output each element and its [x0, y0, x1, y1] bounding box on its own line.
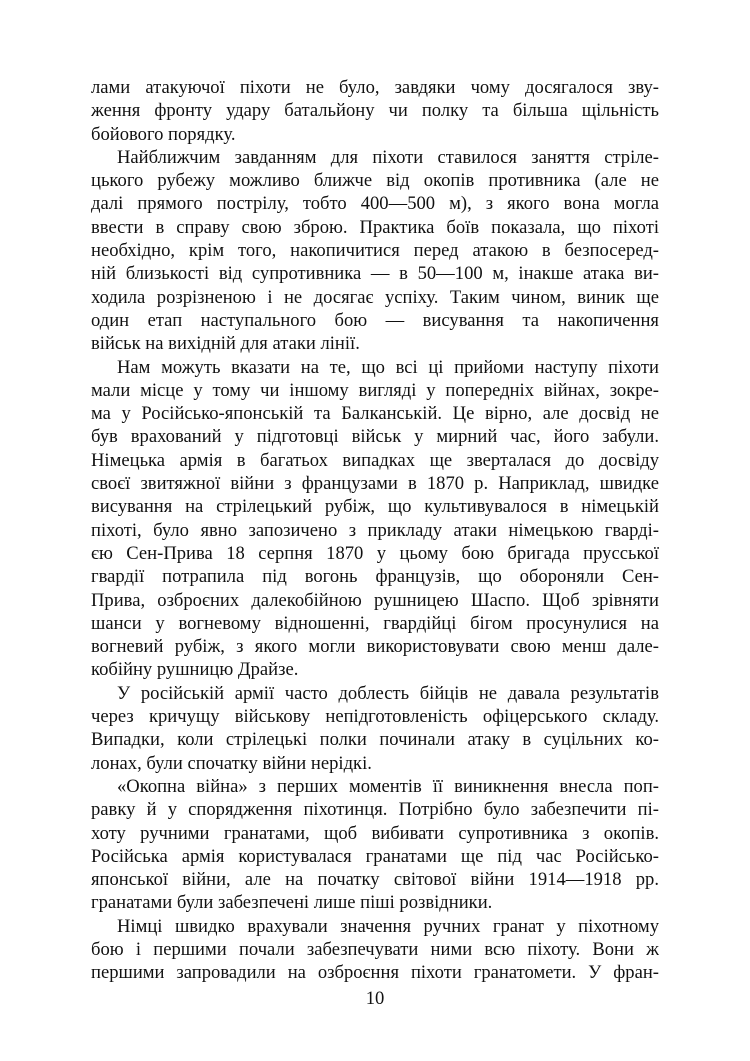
paragraph [91, 146, 659, 356]
text-line: бойового порядку. [91, 123, 236, 145]
text-line: цького рубежу можливо ближче від окопів противника (але не [91, 170, 659, 192]
text-line: Найближчим завданням для піхоти ставилося заняття стріле- [117, 146, 659, 168]
text-line: шанси у вогневому відношенні, гвардійці бігом просунулися на [91, 612, 659, 634]
text-line: через кричущу військову непідготовленість офіцерського складу. [91, 706, 659, 728]
text-line: ма у Російсько-японській та Балканській. Це вірно, але досвід не [91, 403, 659, 425]
text-line: Російська армія користувалася гранатами ще під час Російсько- [91, 845, 659, 867]
text-line: равку й у спорядження піхотинця. Потрібно було забезпечити пі- [91, 799, 659, 821]
text-line: мали місце у тому чи іншому вигляді у попередніх війнах, зокре- [91, 379, 659, 401]
text-line: єю Сен-Прива 18 серпня 1870 у цьому бою бригада прусської [91, 542, 659, 564]
page-number: 10 [365, 988, 385, 1009]
text-line: був врахований у підготовці військ у мирний час, його забули. [91, 426, 659, 448]
paragraph [91, 76, 659, 146]
text-line: своєї звитяжної війни з французами в 1870 р. Наприклад, швидке [91, 473, 659, 495]
text-line: Німецька армія в багатьох випадках ще зверталася до досвіду [91, 449, 659, 471]
text-line: гранатами були забезпечені лише піші розвідники. [91, 892, 493, 914]
text-line: ходила розрізненою і не досягає успіху. Таким чином, виник ще [91, 286, 659, 308]
text-line: лами атакуючої піхоти не було, завдяки чому досягалося зву- [91, 77, 659, 98]
text-line: першими запровадили на озброєння піхоти гранатомети. У фран- [91, 962, 659, 984]
text-line: ження фронту удару батальйону чи полку та більша щільність [91, 100, 659, 122]
text-line: Прива, озброєних далекобійною рушницею Шаспо. Щоб зрівняти [91, 589, 659, 611]
text-line: ввести в справу свою зброю. Практика боїв показала, що піхоті [91, 216, 659, 238]
text-line: кобійну рушницю Драйзе. [91, 659, 299, 681]
text-line: бою і першими почали забезпечувати ними всю піхоту. Вони ж [91, 938, 659, 960]
text-line: піхоті, було явно запозичено з прикладу атаки німецькою гварді- [91, 519, 659, 541]
text-line: необхідно, крім того, накопичитися перед атакою в безпосеред- [91, 240, 659, 262]
text-line: лонах, були спочатку війни нерідкі. [91, 752, 372, 774]
text-line: один етап наступального бою — висування та накопичення [91, 309, 659, 331]
paragraph [91, 915, 659, 985]
text-line: військ на вихідній для атаки лінії. [91, 333, 360, 355]
text-line: вогневий рубіж, з якого могли використовувати свою менш дале- [91, 636, 659, 658]
text-line: японської війни, але на початку світової війни 1914—1918 рр. [91, 869, 659, 891]
paragraph [91, 775, 659, 915]
text-line: Нам можуть вказати на те, що всі ці прийоми наступу піхоти [117, 356, 659, 378]
paragraph [91, 682, 659, 775]
text-line: гвардії потрапила під вогонь французів, що обороняли Сен- [91, 566, 659, 588]
text-line: У російській армії часто доблесть бійців не давала результатів [117, 682, 659, 704]
text-line: хоту ручними гранатами, щоб вибивати супротивника з окопів. [91, 822, 659, 844]
text-line: «Окопна війна» з перших моментів її виникнення внесла поп- [117, 775, 659, 797]
paragraph [91, 356, 659, 682]
text-line: Німці швидко врахували значення ручних гранат у піхотному [117, 915, 659, 937]
text-line: далі прямого пострілу, тобто 400—500 м), з якого вона могла [91, 193, 659, 215]
body-text [91, 76, 659, 985]
text-line: Випадки, коли стрілецькі полки починали атаку в суцільних ко- [91, 729, 659, 751]
text-line: висування на стрілецький рубіж, що культивувалося в німецькій [91, 496, 659, 518]
text-line: ній близькості від супротивника — в 50—100 м, інакше атака ви- [91, 263, 659, 285]
